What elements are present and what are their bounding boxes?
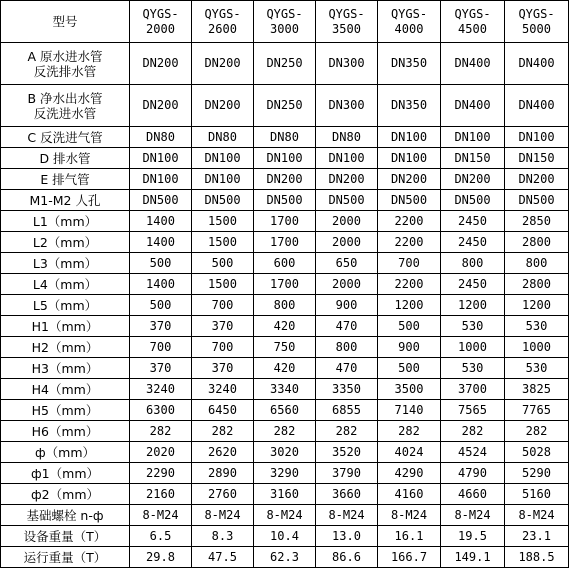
value-cell: 4290 xyxy=(378,463,441,484)
value-cell: DN500 xyxy=(254,190,316,211)
value-cell: 750 xyxy=(254,337,316,358)
value-cell: DN100 xyxy=(192,148,254,169)
spec-table-body xyxy=(1,1,569,568)
value-cell: DN400 xyxy=(441,85,505,127)
value-cell: DN150 xyxy=(441,148,505,169)
value-cell: 8-M24 xyxy=(130,505,192,526)
row-label-cell: A 原水进水管 反洗排水管 xyxy=(1,43,130,85)
value-cell: 4524 xyxy=(441,442,505,463)
value-cell: 4160 xyxy=(378,484,441,505)
value-cell: 2200 xyxy=(378,211,441,232)
value-cell: 19.5 xyxy=(441,526,505,547)
table-row xyxy=(1,316,569,337)
value-cell: 1200 xyxy=(441,295,505,316)
value-cell: 23.1 xyxy=(505,526,569,547)
value-cell: 600 xyxy=(254,253,316,274)
value-cell: 420 xyxy=(254,316,316,337)
value-cell: 2000 xyxy=(316,211,378,232)
row-label-cell: E 排气管 xyxy=(1,169,130,190)
value-cell: 3790 xyxy=(316,463,378,484)
value-cell: 530 xyxy=(441,316,505,337)
value-cell: DN150 xyxy=(505,148,569,169)
value-cell: 2620 xyxy=(192,442,254,463)
value-cell: 282 xyxy=(254,421,316,442)
value-cell: 282 xyxy=(316,421,378,442)
value-cell: 3020 xyxy=(254,442,316,463)
table-row xyxy=(1,484,569,505)
table-row xyxy=(1,547,569,568)
value-cell: 500 xyxy=(378,316,441,337)
value-cell: 370 xyxy=(130,358,192,379)
value-cell: DN500 xyxy=(505,190,569,211)
value-cell: 62.3 xyxy=(254,547,316,568)
value-cell: 8-M24 xyxy=(254,505,316,526)
table-row xyxy=(1,211,569,232)
row-label-cell: 运行重量（T） xyxy=(1,547,130,568)
value-cell: DN300 xyxy=(316,43,378,85)
value-cell: 7140 xyxy=(378,400,441,421)
value-cell: DN350 xyxy=(378,43,441,85)
value-cell: 282 xyxy=(378,421,441,442)
value-cell: 1500 xyxy=(192,274,254,295)
value-cell: DN200 xyxy=(254,169,316,190)
value-cell: 800 xyxy=(254,295,316,316)
value-cell: DN400 xyxy=(505,43,569,85)
value-cell: DN200 xyxy=(192,43,254,85)
value-cell: DN200 xyxy=(378,169,441,190)
value-cell: 1700 xyxy=(254,232,316,253)
value-cell: 3520 xyxy=(316,442,378,463)
value-cell: 2450 xyxy=(441,211,505,232)
value-cell: 500 xyxy=(130,253,192,274)
value-cell: 4024 xyxy=(378,442,441,463)
value-cell: DN100 xyxy=(441,127,505,148)
row-label-cell: C 反洗进气管 xyxy=(1,127,130,148)
value-cell: DN100 xyxy=(130,148,192,169)
value-cell: DN100 xyxy=(192,169,254,190)
table-row xyxy=(1,421,569,442)
row-label-cell: H5（mm） xyxy=(1,400,130,421)
value-cell: 7565 xyxy=(441,400,505,421)
value-cell: 6450 xyxy=(192,400,254,421)
value-cell: 1500 xyxy=(192,232,254,253)
table-row xyxy=(1,337,569,358)
value-cell: DN100 xyxy=(254,148,316,169)
row-label-cell: H2（mm） xyxy=(1,337,130,358)
value-cell: DN80 xyxy=(254,127,316,148)
model-cell: QYGS- 4000 xyxy=(378,1,441,43)
value-cell: 149.1 xyxy=(441,547,505,568)
value-cell: 370 xyxy=(192,316,254,337)
value-cell: 2890 xyxy=(192,463,254,484)
value-cell: 2200 xyxy=(378,232,441,253)
value-cell: 6.5 xyxy=(130,526,192,547)
table-row xyxy=(1,85,569,127)
model-cell: QYGS- 2000 xyxy=(130,1,192,43)
value-cell: DN200 xyxy=(441,169,505,190)
value-cell: 3160 xyxy=(254,484,316,505)
value-cell: 900 xyxy=(378,337,441,358)
value-cell: 420 xyxy=(254,358,316,379)
value-cell: 2000 xyxy=(316,232,378,253)
value-cell: 470 xyxy=(316,316,378,337)
value-cell: DN100 xyxy=(378,127,441,148)
value-cell: 2000 xyxy=(316,274,378,295)
value-cell: 2800 xyxy=(505,232,569,253)
value-cell: 1000 xyxy=(505,337,569,358)
row-label-cell: L4（mm） xyxy=(1,274,130,295)
value-cell: 1700 xyxy=(254,274,316,295)
value-cell: 530 xyxy=(505,358,569,379)
value-cell: 2200 xyxy=(378,274,441,295)
value-cell: 2760 xyxy=(192,484,254,505)
value-cell: DN100 xyxy=(130,169,192,190)
table-row xyxy=(1,190,569,211)
value-cell: DN500 xyxy=(316,190,378,211)
value-cell: 700 xyxy=(378,253,441,274)
value-cell: DN400 xyxy=(441,43,505,85)
value-cell: 5028 xyxy=(505,442,569,463)
value-cell: 700 xyxy=(192,295,254,316)
value-cell: 8-M24 xyxy=(378,505,441,526)
value-cell: DN200 xyxy=(130,43,192,85)
value-cell: 282 xyxy=(192,421,254,442)
value-cell: 800 xyxy=(316,337,378,358)
row-label-cell: H4（mm） xyxy=(1,379,130,400)
value-cell: 16.1 xyxy=(378,526,441,547)
value-cell: 8-M24 xyxy=(316,505,378,526)
value-cell: 500 xyxy=(192,253,254,274)
row-label-cell: D 排水管 xyxy=(1,148,130,169)
value-cell: DN500 xyxy=(441,190,505,211)
value-cell: 282 xyxy=(441,421,505,442)
row-label-cell: M1-M2 人孔 xyxy=(1,190,130,211)
row-label-cell: H3（mm） xyxy=(1,358,130,379)
value-cell: 6560 xyxy=(254,400,316,421)
value-cell: 6300 xyxy=(130,400,192,421)
value-cell: DN300 xyxy=(316,85,378,127)
value-cell: DN250 xyxy=(254,43,316,85)
row-label-cell: B 净水出水管 反洗进水管 xyxy=(1,85,130,127)
value-cell: DN80 xyxy=(192,127,254,148)
value-cell: DN80 xyxy=(316,127,378,148)
value-cell: 5290 xyxy=(505,463,569,484)
table-row xyxy=(1,253,569,274)
value-cell: 13.0 xyxy=(316,526,378,547)
row-label-cell: H6（mm） xyxy=(1,421,130,442)
value-cell: 5160 xyxy=(505,484,569,505)
value-cell: 3340 xyxy=(254,379,316,400)
value-cell: 800 xyxy=(505,253,569,274)
value-cell: 188.5 xyxy=(505,547,569,568)
table-row xyxy=(1,169,569,190)
value-cell: DN200 xyxy=(316,169,378,190)
value-cell: 1000 xyxy=(441,337,505,358)
value-cell: 2450 xyxy=(441,232,505,253)
row-label-cell: ф（mm） xyxy=(1,442,130,463)
value-cell: 3660 xyxy=(316,484,378,505)
value-cell: 282 xyxy=(130,421,192,442)
value-cell: DN100 xyxy=(316,148,378,169)
value-cell: DN200 xyxy=(505,169,569,190)
row-label-cell: ф2（mm） xyxy=(1,484,130,505)
value-cell: DN200 xyxy=(192,85,254,127)
table-row xyxy=(1,43,569,85)
value-cell: 2450 xyxy=(441,274,505,295)
table-row xyxy=(1,274,569,295)
table-row xyxy=(1,505,569,526)
row-label-cell: ф1（mm） xyxy=(1,463,130,484)
model-cell: QYGS- 5000 xyxy=(505,1,569,43)
row-label-cell: L5（mm） xyxy=(1,295,130,316)
value-cell: 650 xyxy=(316,253,378,274)
value-cell: 700 xyxy=(130,337,192,358)
value-cell: 10.4 xyxy=(254,526,316,547)
value-cell: 370 xyxy=(130,316,192,337)
value-cell: 166.7 xyxy=(378,547,441,568)
model-cell: QYGS- 2600 xyxy=(192,1,254,43)
table-row xyxy=(1,148,569,169)
value-cell: 530 xyxy=(441,358,505,379)
value-cell: DN200 xyxy=(130,85,192,127)
value-cell: DN500 xyxy=(130,190,192,211)
value-cell: 2850 xyxy=(505,211,569,232)
row-label-cell: 基础螺栓 n-ф xyxy=(1,505,130,526)
value-cell: 2160 xyxy=(130,484,192,505)
value-cell: 8-M24 xyxy=(505,505,569,526)
value-cell: DN250 xyxy=(254,85,316,127)
table-row xyxy=(1,463,569,484)
value-cell: DN500 xyxy=(192,190,254,211)
table-row xyxy=(1,358,569,379)
value-cell: 3240 xyxy=(130,379,192,400)
row-label-cell: H1（mm） xyxy=(1,316,130,337)
value-cell: DN500 xyxy=(378,190,441,211)
table-row xyxy=(1,400,569,421)
value-cell: 3825 xyxy=(505,379,569,400)
table-row xyxy=(1,127,569,148)
value-cell: 3240 xyxy=(192,379,254,400)
value-cell: 900 xyxy=(316,295,378,316)
value-cell: DN100 xyxy=(378,148,441,169)
value-cell: 500 xyxy=(378,358,441,379)
value-cell: 4790 xyxy=(441,463,505,484)
value-cell: 8-M24 xyxy=(192,505,254,526)
header-label-cell: 型号 xyxy=(1,1,130,43)
value-cell: 3290 xyxy=(254,463,316,484)
value-cell: DN80 xyxy=(130,127,192,148)
value-cell: 1500 xyxy=(192,211,254,232)
value-cell: 2290 xyxy=(130,463,192,484)
value-cell: 1700 xyxy=(254,211,316,232)
table-row xyxy=(1,295,569,316)
value-cell: 4660 xyxy=(441,484,505,505)
value-cell: 800 xyxy=(441,253,505,274)
value-cell: 6855 xyxy=(316,400,378,421)
value-cell: 2800 xyxy=(505,274,569,295)
row-label-cell: 设备重量（T） xyxy=(1,526,130,547)
value-cell: 7765 xyxy=(505,400,569,421)
value-cell: DN100 xyxy=(505,127,569,148)
header-row xyxy=(1,1,569,43)
value-cell: 1200 xyxy=(378,295,441,316)
model-cell: QYGS- 3500 xyxy=(316,1,378,43)
value-cell: 1200 xyxy=(505,295,569,316)
table-row xyxy=(1,442,569,463)
value-cell: 3350 xyxy=(316,379,378,400)
value-cell: 500 xyxy=(130,295,192,316)
value-cell: 282 xyxy=(505,421,569,442)
table-row xyxy=(1,379,569,400)
value-cell: 3500 xyxy=(378,379,441,400)
value-cell: 1400 xyxy=(130,232,192,253)
value-cell: 8.3 xyxy=(192,526,254,547)
row-label-cell: L1（mm） xyxy=(1,211,130,232)
value-cell: 530 xyxy=(505,316,569,337)
value-cell: 470 xyxy=(316,358,378,379)
value-cell: 86.6 xyxy=(316,547,378,568)
value-cell: 8-M24 xyxy=(441,505,505,526)
value-cell: 47.5 xyxy=(192,547,254,568)
value-cell: DN350 xyxy=(378,85,441,127)
value-cell: 370 xyxy=(192,358,254,379)
value-cell: 1400 xyxy=(130,211,192,232)
table-row xyxy=(1,232,569,253)
value-cell: 1400 xyxy=(130,274,192,295)
model-cell: QYGS- 3000 xyxy=(254,1,316,43)
model-cell: QYGS- 4500 xyxy=(441,1,505,43)
value-cell: 700 xyxy=(192,337,254,358)
row-label-cell: L2（mm） xyxy=(1,232,130,253)
value-cell: DN400 xyxy=(505,85,569,127)
table-row xyxy=(1,526,569,547)
value-cell: 29.8 xyxy=(130,547,192,568)
row-label-cell: L3（mm） xyxy=(1,253,130,274)
value-cell: 3700 xyxy=(441,379,505,400)
value-cell: 2020 xyxy=(130,442,192,463)
